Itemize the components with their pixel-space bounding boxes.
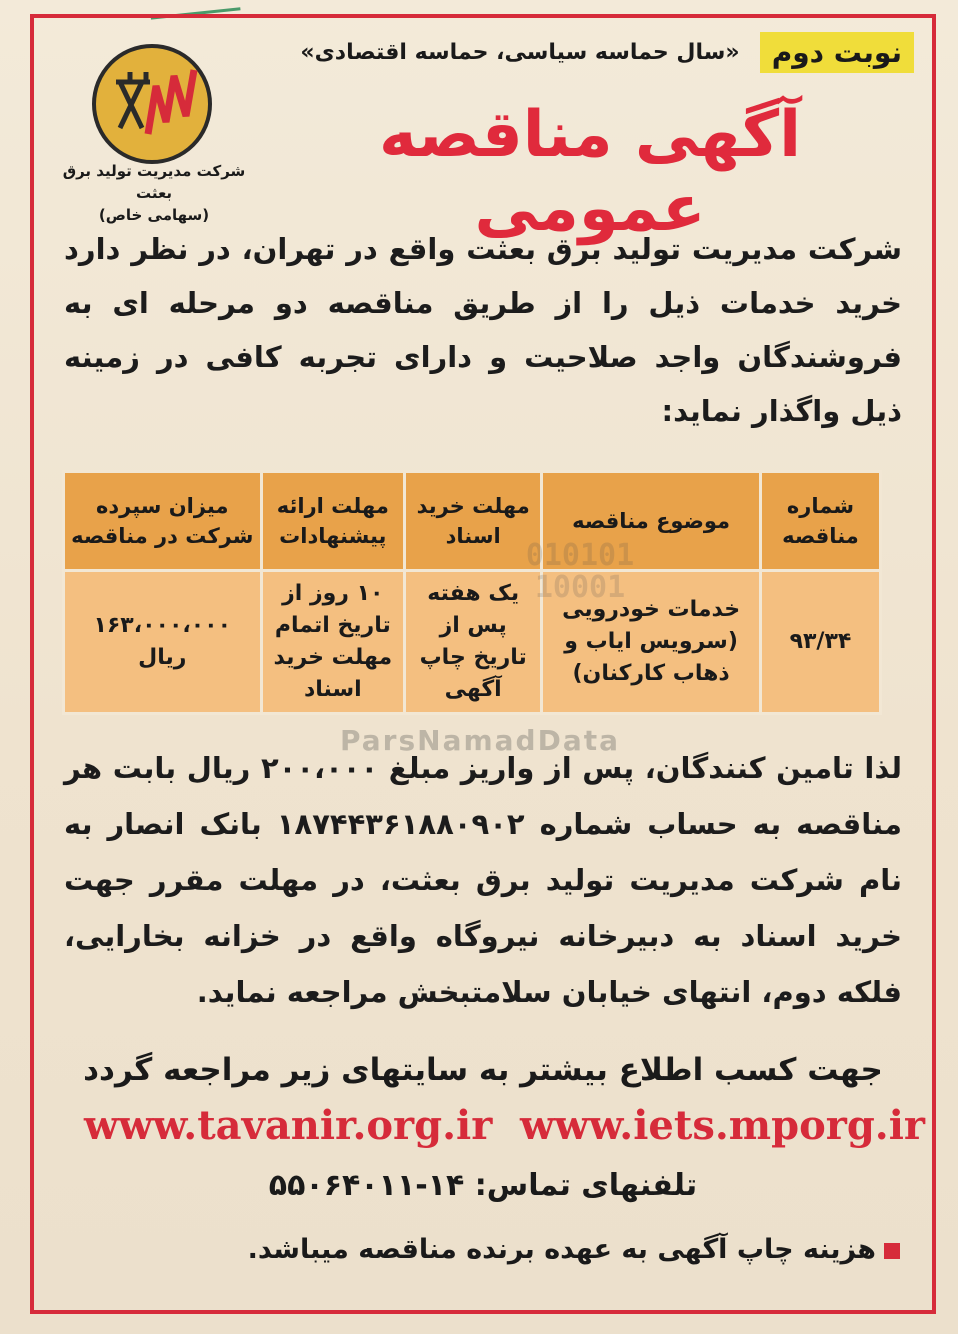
cell-offer-deadline: ۱۰ روز از تاریخ اتمام مهلت خرید اسناد — [261, 571, 405, 714]
footnote-text: هزینه چاپ آگهی به عهده برنده مناقصه میباشد. — [247, 1234, 876, 1265]
watermark: ParsNamadData — [340, 724, 620, 757]
body-paragraph: لذا تامین کنندگان، پس از واریز مبلغ ۲۰۰،۰۰۰ ریال بابت هر مناقصه به حساب شماره ۱۸۷۴۴۳۶۱۸۸۰۹۰۲ بانک انصار به نام شرکت مدیریت تولید برق بعثت، در مهلت مقرر جهت خرید اسناد به دبیرخانه نیروگاه واقع در خزانه بخارایی، فلکه دوم، انتهای خیابان سلامتبخش مراجعه نماید. — [64, 751, 902, 1009]
website-tavanir[interactable]: www.tavanir.org.ir — [84, 1102, 493, 1149]
intro-paragraph — [64, 222, 902, 438]
cell-doc-deadline: یک هفته پس از تاریخ چاپ آگهی — [405, 571, 542, 714]
round-badge: نوبت دوم — [760, 32, 914, 73]
header-doc-deadline: مهلت خرید اسناد — [405, 472, 542, 571]
website-iets[interactable]: www.iets.mporg.ir — [520, 1102, 925, 1149]
contact-phone: تلفنهای تماس: ۱۴-۵۵۰۶۴۰۱۱ — [268, 1168, 698, 1203]
header-offer-deadline: مهلت ارائه پیشنهادات — [261, 472, 405, 571]
company-type: (سهامی خاص) — [98, 206, 210, 224]
header-deposit: میزان سپرده شرکت در مناقصه — [64, 472, 262, 571]
square-bullet-icon — [884, 1243, 900, 1259]
footnote — [180, 1234, 900, 1265]
intro-text: واقع در تهران، در نظر دارد خرید خدمات ذیل را از طریق مناقصه دو مرحله ای به فروشندگان واجد صلاحیت و دارای تجربه کافی در زمینه ذیل واگذار نماید: — [64, 232, 902, 428]
cell-subject: خدمات خودرویی (سرویس ایاب و ذهاب کارکنان) — [542, 571, 761, 714]
cell-tender-number: ۹۳/۳۴ — [760, 571, 880, 714]
company-caption — [54, 160, 254, 226]
tender-table — [62, 470, 882, 715]
info-line: جهت کسب اطلاع بیشتر به سایتهای زیر مراجعه گردد — [83, 1052, 883, 1088]
watermark-digits: 010101 10001 — [525, 538, 635, 605]
table-row — [64, 571, 881, 714]
year-slogan: «سال حماسه سیاسی، حماسه اقتصادی» — [300, 40, 740, 65]
header-tender-number: شماره مناقصه — [760, 472, 880, 571]
company-name: شرکت مدیریت تولید برق بعثت — [62, 162, 246, 202]
company-logo-icon — [90, 42, 214, 166]
header-subject: موضوع مناقصه — [542, 472, 761, 571]
ad-title: آگهی مناقصه عمومی — [379, 98, 801, 246]
table-header-row — [64, 472, 881, 571]
cell-deposit: ۱۶۳،۰۰۰،۰۰۰ ریال — [64, 571, 262, 714]
intro-company: شرکت مدیریت تولید برق بعثت — [466, 232, 903, 266]
